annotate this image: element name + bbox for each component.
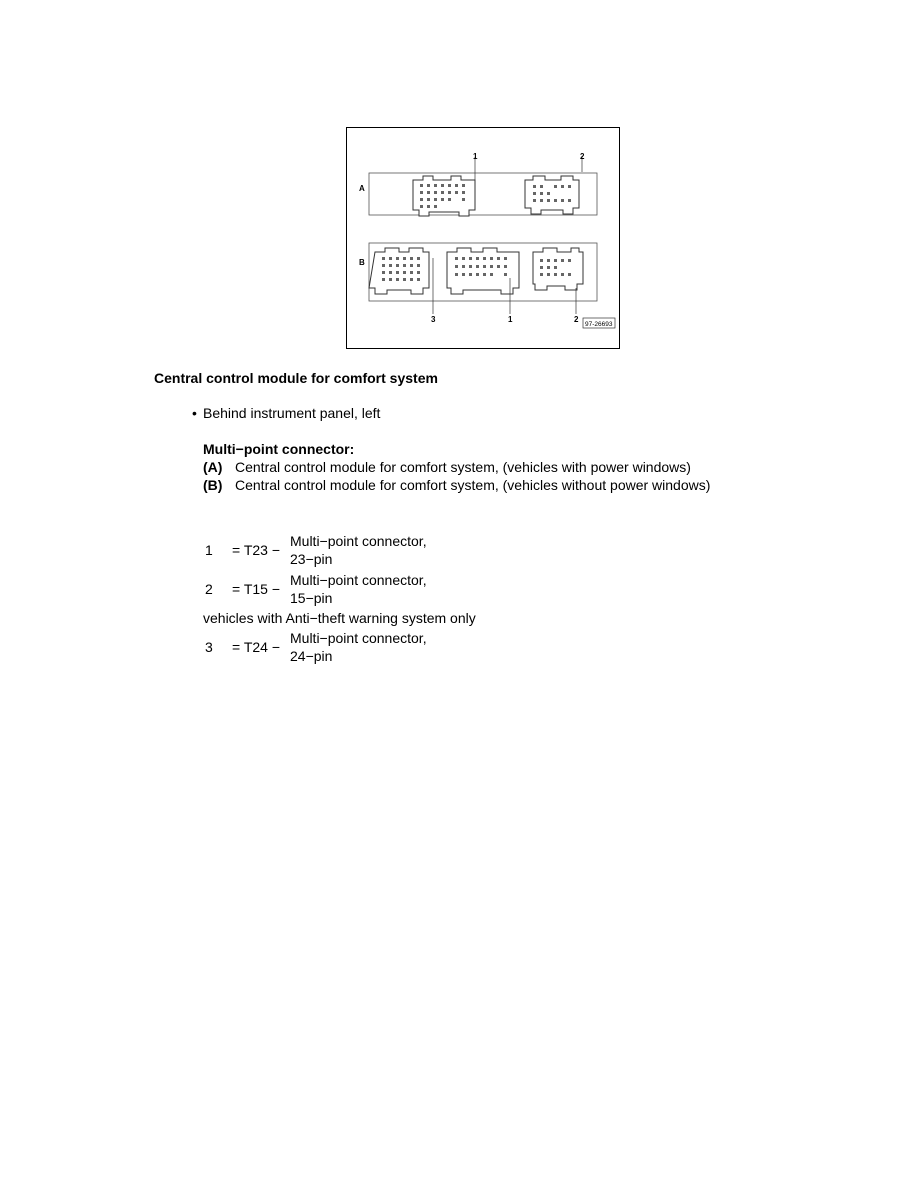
legend-number: 1 xyxy=(205,542,213,558)
legend-code: = T24 − xyxy=(232,639,281,655)
location-text: Behind instrument panel, left xyxy=(203,405,381,421)
variant-text: Central control module for comfort system, (vehicles without power windows) xyxy=(235,477,711,493)
reference-code: 97-26693 xyxy=(585,321,613,328)
location-bullet xyxy=(192,405,380,421)
legend-number: 2 xyxy=(205,581,213,597)
row-b-label: B xyxy=(359,258,365,267)
bullet-marker: • xyxy=(192,405,197,421)
variant-text: Central control module for comfort system, (vehicles with power windows) xyxy=(235,459,691,475)
variant-key: (B) xyxy=(203,477,223,493)
legend-desc-line2: 15−pin xyxy=(290,590,333,606)
connector-diagram xyxy=(347,128,619,348)
legend-code: = T15 − xyxy=(232,581,281,597)
legend-item-3 xyxy=(0,629,918,665)
variant-a xyxy=(203,459,691,475)
legend-desc-line2: 24−pin xyxy=(290,648,333,664)
row-a-label: A xyxy=(359,184,365,193)
legend-item-2 xyxy=(0,571,918,607)
page-title: Central control module for comfort system xyxy=(154,370,438,386)
legend-number: 3 xyxy=(205,639,213,655)
legend-item-1 xyxy=(0,532,918,568)
variant-key: (A) xyxy=(203,459,223,475)
callout-1-top: 1 xyxy=(473,152,478,161)
legend-desc-line2: 23−pin xyxy=(290,551,333,567)
callout-2-top: 2 xyxy=(580,152,585,161)
callout-1-bottom: 1 xyxy=(508,315,513,324)
row-b-connector-1 xyxy=(447,248,519,294)
callout-2-bottom: 2 xyxy=(574,315,579,324)
row-a-connector-1 xyxy=(413,176,475,216)
legend-desc-line1: Multi−point connector, xyxy=(290,630,427,646)
connector-diagram-figure xyxy=(346,127,620,349)
legend-code: = T23 − xyxy=(232,542,281,558)
connector-heading: Multi−point connector: xyxy=(203,441,355,457)
callout-3-bottom: 3 xyxy=(431,315,436,324)
legend-desc-line1: Multi−point connector, xyxy=(290,572,427,588)
legend-desc-line1: Multi−point connector, xyxy=(290,533,427,549)
anti-theft-note: vehicles with Anti−theft warning system only xyxy=(203,610,476,626)
variant-b xyxy=(203,477,710,493)
